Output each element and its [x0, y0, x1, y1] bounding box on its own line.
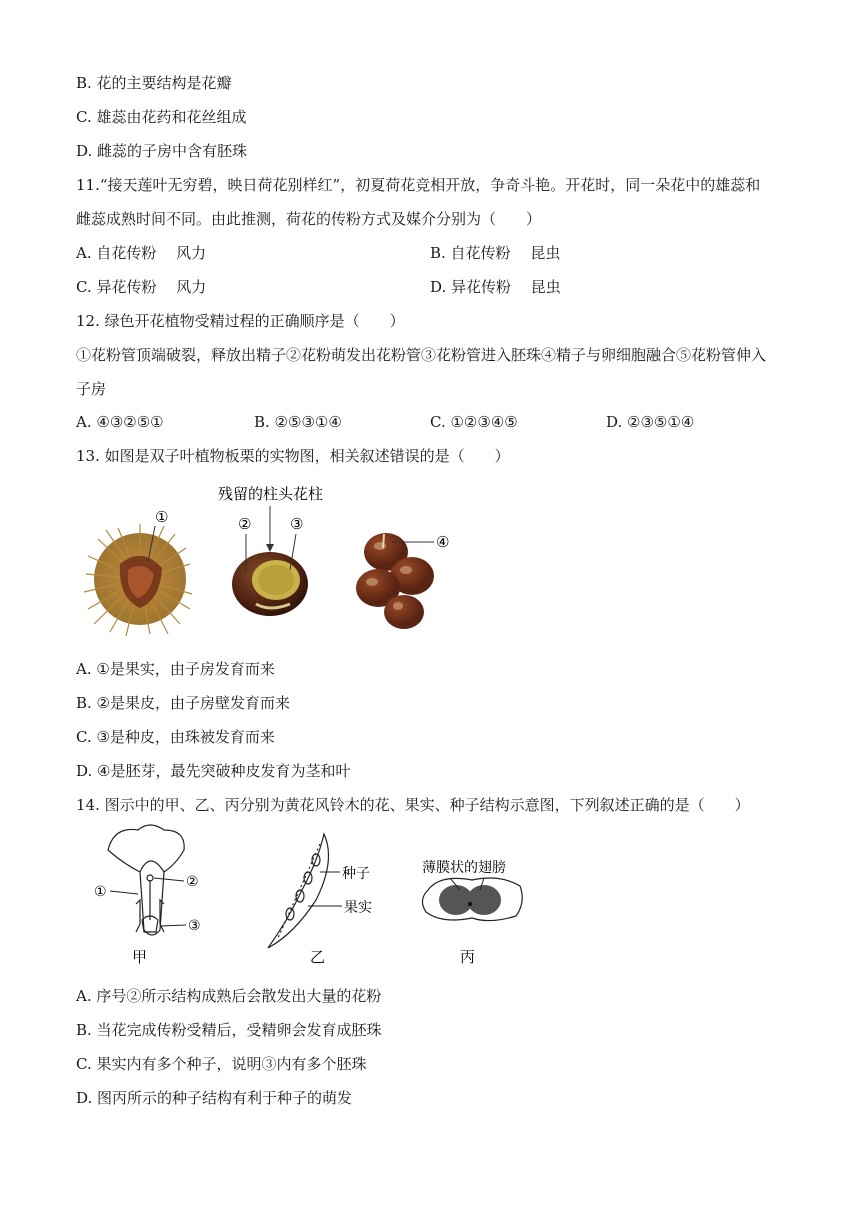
- q14-stem: 14. 图示中的甲、乙、丙分别为黄花风铃木的花、果实、种子结构示意图，下列叙述正确的是（ ）: [76, 796, 750, 814]
- q13-option-a: A. ①是果实，由子房发育而来: [76, 660, 275, 678]
- q11-option-c: C. 异花传粉 风力: [76, 278, 207, 296]
- q12-stem: 12. 绿色开花植物受精过程的正确顺序是（ ）: [76, 312, 405, 330]
- q13-option-d: D. ④是胚芽，最先突破种皮发育为茎和叶: [76, 762, 351, 780]
- caption-bing: 丙: [460, 948, 476, 966]
- q10-option-c: C. 雄蕊由花药和花丝组成: [76, 108, 247, 126]
- q11-option-a: A. 自花传粉 风力: [76, 244, 207, 262]
- q11-stem-line1: 11.“接天莲叶无穷碧，映日荷花别样红”，初夏荷花竞相开放，争奇斗艳。开花时，同一朵花中的雄蕊和: [76, 176, 761, 194]
- q12-option-c: C. ①②③④⑤: [430, 413, 518, 431]
- label-membrane-wing: 薄膜状的翅膀: [422, 860, 506, 876]
- q12-desc-line1: ①花粉管顶端破裂，释放出精子②花粉萌发出花粉管③花粉管进入胚珠④精子与卵细胞融合⑤花粉管伸入: [76, 346, 767, 364]
- fruit-diagram: [268, 834, 329, 948]
- bell-tree-figure: [80, 820, 550, 970]
- label-4: ④: [436, 533, 450, 551]
- caption-jia: 甲: [132, 948, 148, 966]
- caption-yi: 乙: [310, 948, 326, 966]
- flower-label-1: ①: [94, 884, 107, 900]
- chestnut-seeds-image: [356, 533, 434, 629]
- seed-diagram: [422, 878, 522, 921]
- q12-desc-line2: 子房: [76, 380, 107, 398]
- label-3: ③: [290, 515, 304, 533]
- q11-option-b: B. 自花传粉 昆虫: [430, 244, 561, 262]
- q13-option-c: C. ③是种皮，由珠被发育而来: [76, 728, 275, 746]
- label-2: ②: [238, 515, 252, 533]
- fig-caption-style-stigma: 残留的柱头花柱: [218, 485, 324, 503]
- label-fruit: 果实: [344, 900, 372, 916]
- chestnut-burr-image: [84, 524, 192, 636]
- q13-stem: 13. 如图是双子叶植物板栗的实物图，相关叙述错误的是（ ）: [76, 447, 510, 465]
- q14-option-a: A. 序号②所示结构成熟后会散发出大量的花粉: [76, 987, 382, 1005]
- q11-option-d: D. 异花传粉 昆虫: [430, 278, 561, 296]
- q10-option-b: B. 花的主要结构是花瓣: [76, 74, 232, 92]
- flower-label-3: ③: [188, 918, 201, 934]
- flower-label-2: ②: [186, 874, 199, 890]
- q10-option-d: D. 雌蕊的子房中含有胚珠: [76, 142, 248, 160]
- label-1: ①: [155, 508, 169, 526]
- q14-option-b: B. 当花完成传粉受精后，受精卵会发育成胚珠: [76, 1021, 382, 1039]
- q14-option-d: D. 图丙所示的种子结构有利于种子的萌发: [76, 1089, 353, 1107]
- label-seed: 种子: [342, 866, 370, 882]
- q12-option-b: B. ②⑤③①④: [254, 413, 342, 431]
- q11-stem-line2: 雌蕊成熟时间不同。由此推测，荷花的传粉方式及媒介分别为（ ）: [76, 210, 542, 228]
- chestnut-cut-image: [232, 552, 308, 616]
- q12-option-d: D. ②③⑤①④: [606, 413, 695, 431]
- q14-option-c: C. 果实内有多个种子，说明③内有多个胚珠: [76, 1055, 367, 1073]
- chestnut-figure: [80, 484, 480, 644]
- q13-option-b: B. ②是果皮，由子房壁发育而来: [76, 694, 291, 712]
- q12-option-a: A. ④③②⑤①: [76, 413, 164, 431]
